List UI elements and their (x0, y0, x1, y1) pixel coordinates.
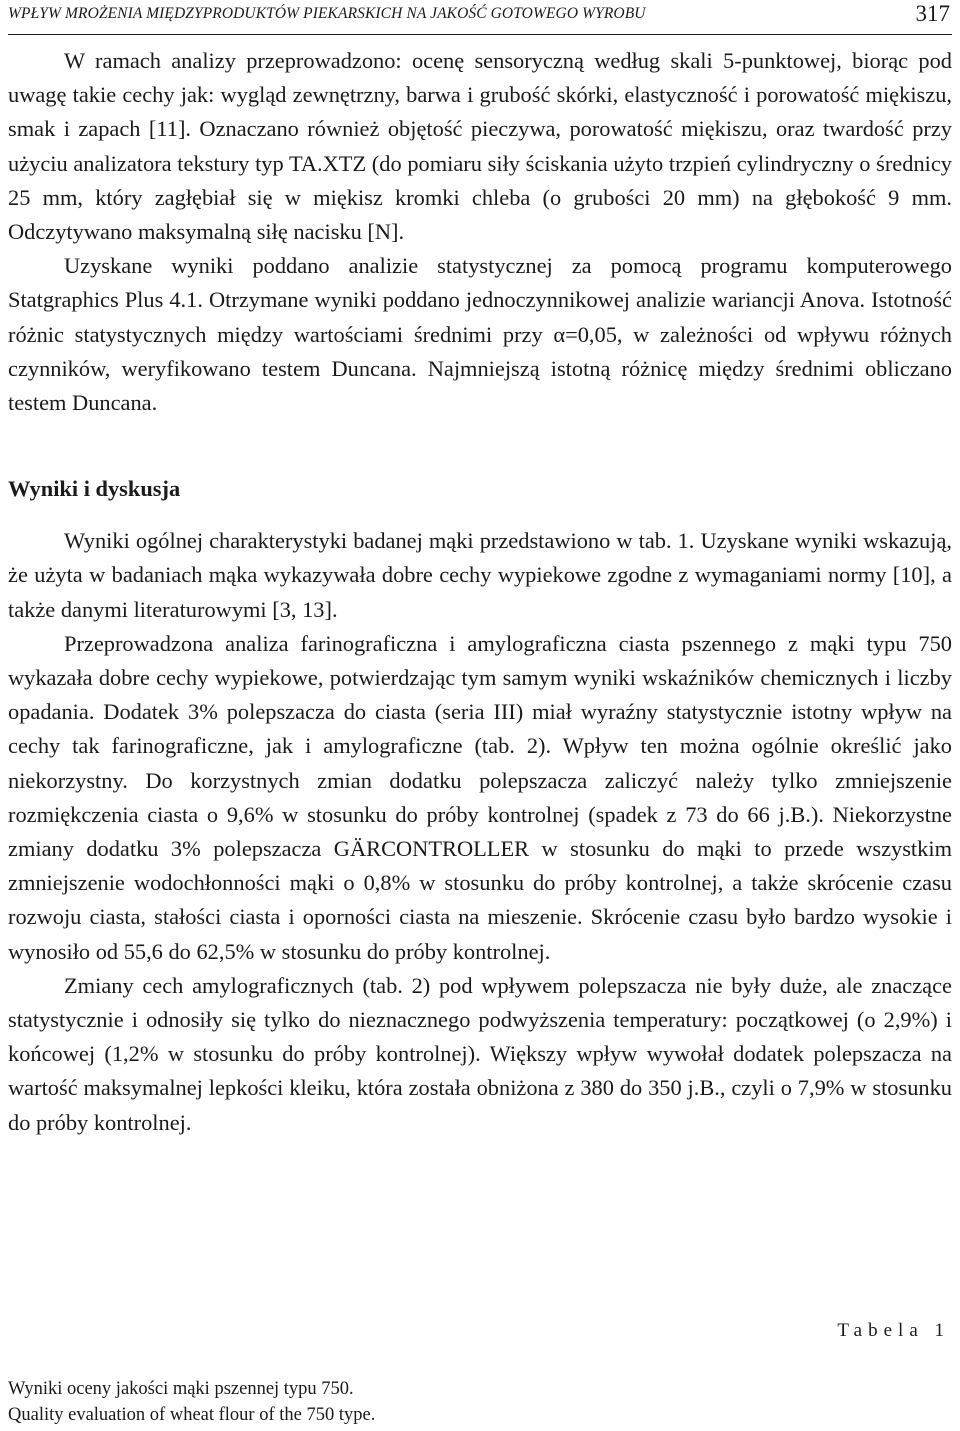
table-label: Tabela 1 (837, 1320, 950, 1341)
table-caption-polish: Wyniki oceny jakości mąki pszennej typu 750. (8, 1379, 354, 1399)
article-body (8, 44, 952, 1140)
page-header (8, 0, 952, 35)
results-paragraph-2: Przeprowadzona analiza farinograficzna i amylograficzna ciasta pszennego z mąki typu 750 wykazała dobre cechy wypiekowe, potwierdzając tym samym wyniki wskaźników chemicznych i liczby opadania. Dodatek 3% polepszacza do ciasta (seria III) miał wyraźny statystycznie istotny wpływ na cechy tak farinograficzne, jak i amylograficzne (tab. 2). Wpływ ten można ogólnie określić jako niekorzystny. Do korzystnych zmian dodatku polepszacza zaliczyć należy tylko zmniejszenie rozmiękczenia ciasta o 9,6% w stosunku do próby kontrolnej (spadek z 73 do 66 j.B.). Niekorzystne zmiany dodatku 3% polepszacza GÄRCONTROLLER w stosunku do mąki to przede wszystkim zmniejszenie wodochłonności mąki o 0,8% w stosunku do próby kontrolnej, a także skrócenie czasu rozwoju ciasta, stałości ciasta i oporności ciasta na mieszenie. Skrócenie czasu było bardzo wysokie i wynosiło od 55,6 do 62,5% w stosunku do próby kontrolnej. (8, 630, 952, 964)
page-number: 317 (915, 1, 950, 26)
section-heading: Wyniki i dyskusja (8, 476, 181, 502)
table-caption-english: Quality evaluation of wheat flour of the 750 type. (8, 1405, 376, 1425)
results-paragraph-3: Zmiany cech amylograficznych (tab. 2) pod wpływem polepszacza nie były duże, ale znaczące statystycznie i odnosiły się tylko do nieznacznego podwyższenia temperatury: początkowej (o 2,9%) i końcowej (1,2% w stosunku do próby kontrolnej). Większy wpływ wywołał dodatek polepszacza na wartość maksymalnej lepkości kleiku, która została obniżona z 380 do 350 j.B., czyli o 7,9% w stosunku do próby kontrolnej. (8, 972, 952, 1135)
methods-paragraph-1: W ramach analizy przeprowadzono: ocenę sensoryczną według skali 5-punktowej, biorąc pod uwagę takie cechy jak: wygląd zewnętrzny, barwa i grubość skórki, elastyczność i porowatość miękiszu, smak i zapach [11]. Oznaczano również objętość pieczywa, porowatość miękiszu, oraz twardość przy użyciu analizatora tekstury typ TA.XTZ (do pomiaru siły ściskania użyto trzpień cylindryczny o średnicy 25 mm, który zagłębiał się w miękisz kromki chleba (o grubości 20 mm) na głębokość 9 mm. Odczytywano maksymalną siłę nacisku [N]. (8, 48, 952, 245)
methods-paragraph-2: Uzyskane wyniki poddano analizie statystycznej za pomocą programu komputerowego Statgraphics Plus 4.1. Otrzymane wyniki poddano jednoczynnikowej analizie wariancji Anova. Istotność różnic statystycznych między wartościami średnimi przy α=0,05, w zależności od wpływu różnych czynników, weryfikowano testem Duncana. Najmniejszą istotną różnicę między średnimi obliczano testem Duncana. (8, 253, 952, 416)
results-paragraph-1: Wyniki ogólnej charakterystyki badanej mąki przedstawiono w tab. 1. Uzyskane wyniki wskazują, że użyta w badaniach mąka wykazywała dobre cechy wypiekowe zgodne z wymaganiami normy [10], a także danymi literaturowymi [3, 13]. (8, 528, 952, 622)
running-title: WPŁYW MROŻENIA MIĘDZYPRODUKTÓW PIEKARSKICH NA JAKOŚĆ GOTOWEGO WYROBU (8, 5, 646, 22)
